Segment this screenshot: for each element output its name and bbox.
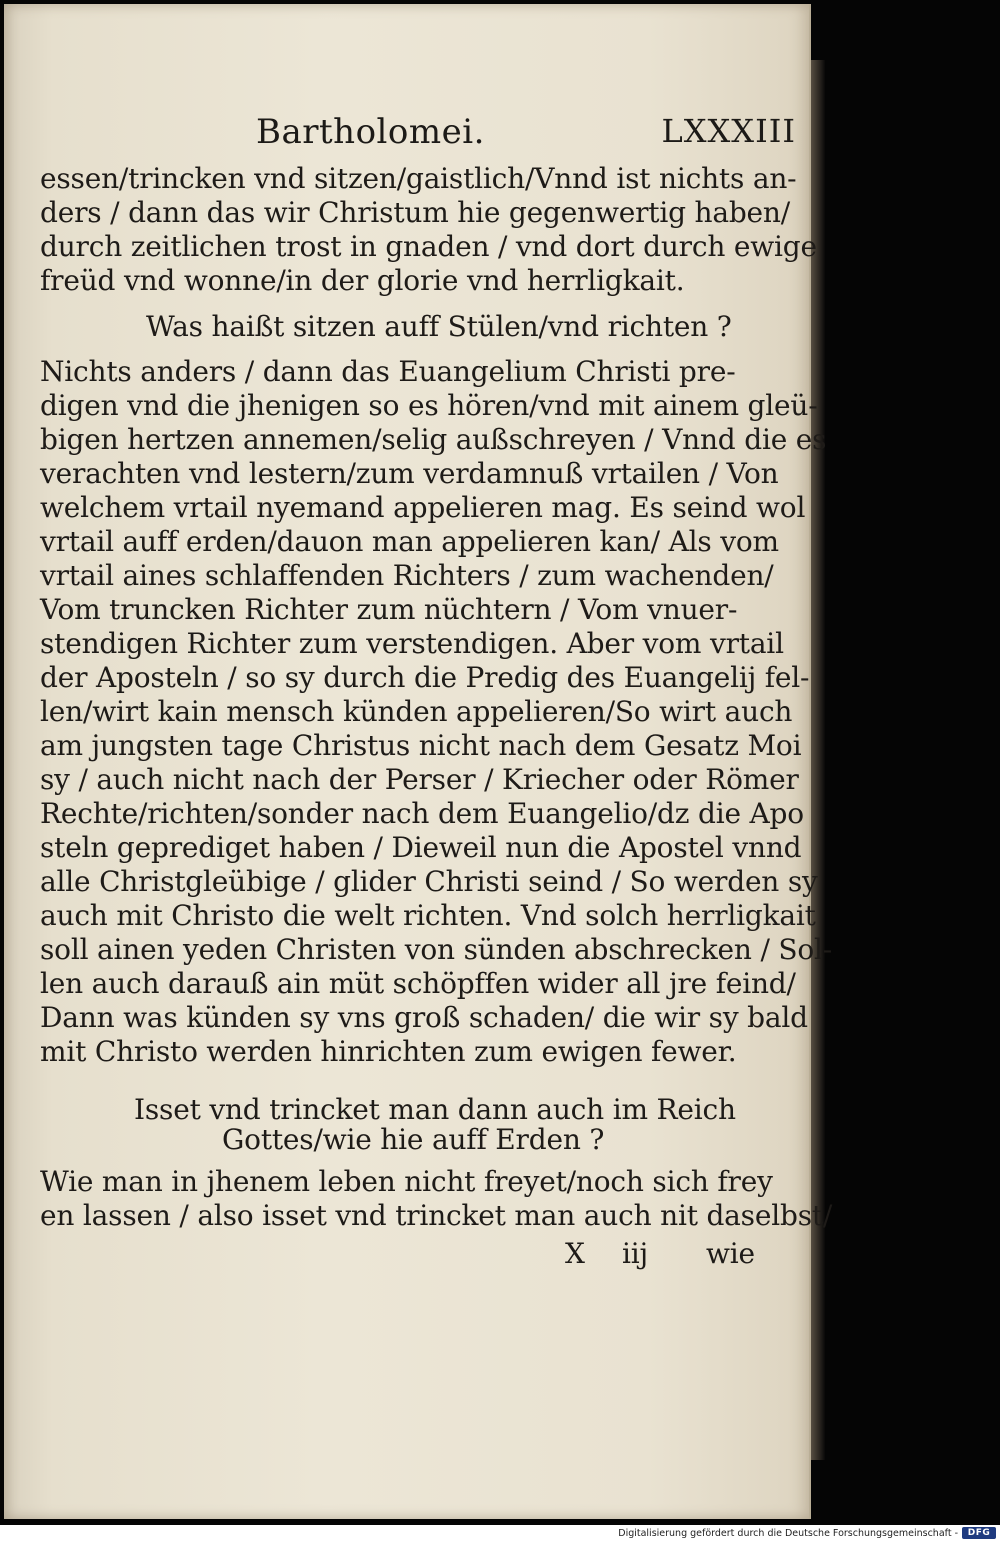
text-line: en lassen / also isset vnd trincket man auch nit daselbst/: [40, 1199, 833, 1232]
text-line: Nichts anders / dann das Euangelium Christi pre-: [40, 355, 736, 388]
text-line: mit Christo werden hinrichten zum ewigen fewer.: [40, 1035, 737, 1068]
footer-bar: [0, 1525, 1000, 1542]
text-line: alle Christgleübige / glider Christi seind / So werden sy: [40, 865, 818, 898]
funding-credit: Digitalisierung gefördert durch die Deutsche Forschungsgemeinschaft -: [618, 1528, 958, 1539]
text-line: auch mit Christo die welt richten. Vnd solch herrligkait: [40, 899, 816, 932]
text-line: Rechte/richten/sonder nach dem Euangelio/dz die Apo: [40, 797, 804, 830]
running-head-title: Bartholomei.: [256, 112, 485, 152]
text-line: vrtail auff erden/dauon man appelieren kan/ Als vom: [40, 525, 779, 558]
folio-number: LXXXIII: [661, 112, 796, 150]
catchword: wie: [706, 1237, 755, 1270]
text-line: freüd vnd wonne/in der glorie vnd herrligkait.: [40, 264, 685, 297]
text-line: sy / auch nicht nach der Perser / Kriecher oder Römer: [40, 763, 799, 796]
signature-mark: X: [565, 1237, 585, 1270]
page-edge-shadow: [811, 60, 825, 1460]
text-line: essen/trincken vnd sitzen/gaistlich/Vnnd ist nichts an-: [40, 162, 797, 195]
text-line: am jungsten tage Christus nicht nach dem Gesatz Moi: [40, 729, 802, 762]
running-head: [256, 112, 796, 156]
text-line: der Aposteln / so sy durch die Predig des Euangelij fel-: [40, 661, 810, 694]
text-line: digen vnd die jhenigen so es hören/vnd mit ainem gleü-: [40, 389, 818, 422]
text-line: bigen hertzen annemen/selig außschreyen / Vnnd die es: [40, 423, 827, 456]
text-line: vrtail aines schlaffenden Richters / zum wachenden/: [40, 559, 774, 592]
question-heading: Gottes/wie hie auff Erden ?: [222, 1123, 605, 1156]
text-line: len auch darauß ain müt schöpffen wider all jre feind/: [40, 967, 796, 1000]
question-heading: Isset vnd trincket man dann auch im Reich: [134, 1093, 736, 1126]
signature-number: iij: [622, 1237, 648, 1270]
text-line: welchem vrtail nyemand appelieren mag. Es seind wol: [40, 491, 806, 524]
text-line: stendigen Richter zum verstendigen. Aber vom vrtail: [40, 627, 784, 660]
text-line: len/wirt kain mensch künden appelieren/So wirt auch: [40, 695, 793, 728]
dfg-logo-icon[interactable]: DFG: [962, 1527, 996, 1539]
text-line: ders / dann das wir Christum hie gegenwertig haben/: [40, 196, 790, 229]
text-line: verachten vnd lestern/zum verdamnuß vrtailen / Von: [40, 457, 779, 490]
text-line: durch zeitlichen trost in gnaden / vnd dort durch ewige: [40, 230, 817, 263]
question-heading: Was haißt sitzen auff Stülen/vnd richten ?: [146, 310, 732, 343]
text-line: steln geprediget haben / Dieweil nun die Apostel vnnd: [40, 831, 802, 864]
text-line: Vom truncken Richter zum nüchtern / Vom vnuer-: [40, 593, 738, 626]
text-line: Dann was künden sy vns groß schaden/ die wir sy bald: [40, 1001, 808, 1034]
text-line: Wie man in jhenem leben nicht freyet/noch sich frey: [40, 1165, 773, 1198]
text-line: soll ainen yeden Christen von sünden abschrecken / Sol-: [40, 933, 833, 966]
